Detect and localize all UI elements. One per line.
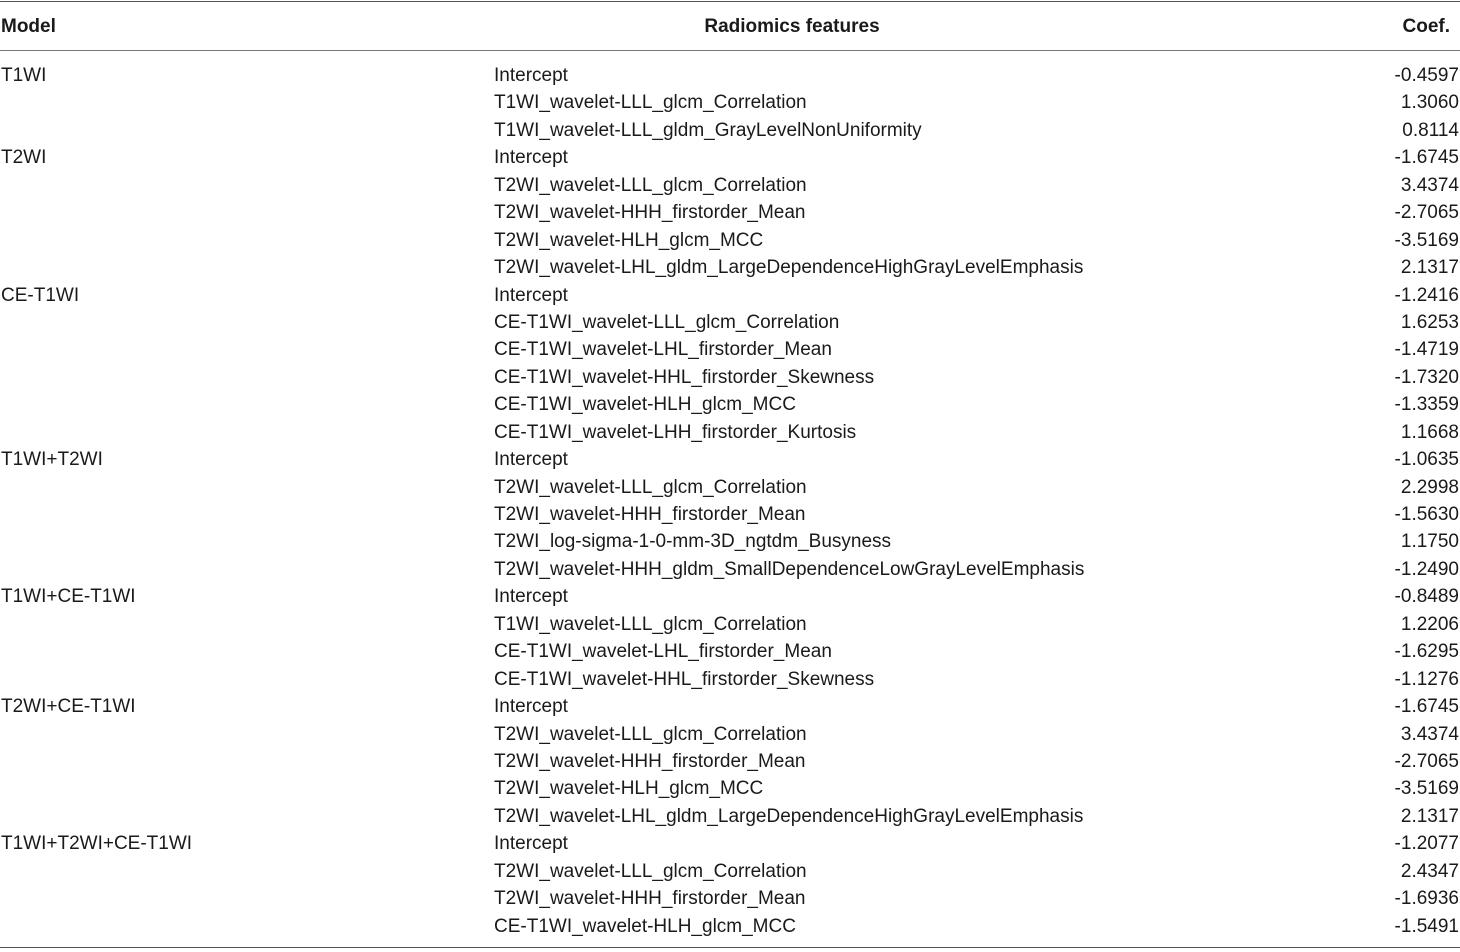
table-row	[0, 62, 1460, 89]
table-row	[0, 748, 1460, 775]
coef-cell: -3.5169	[1394, 229, 1459, 251]
feature-cell: Intercept	[494, 147, 568, 169]
header-coef: Coef.	[1402, 16, 1450, 37]
feature-cell: Intercept	[494, 696, 568, 718]
coef-cell: -1.3359	[1394, 394, 1459, 416]
coef-cell: 2.4347	[1400, 860, 1459, 882]
table-header-rule	[0, 50, 1460, 51]
table-row	[0, 721, 1460, 748]
model-cell: T1WI+CE-T1WI	[1, 586, 136, 608]
feature-cell: T2WI_log-sigma-1-0-mm-3D_ngtdm_Busyness	[494, 531, 892, 553]
table-row	[0, 583, 1460, 610]
feature-cell: T2WI_wavelet-HHH_gldm_SmallDependenceLowGrayLevelEmphasis	[494, 558, 1085, 580]
feature-cell: T2WI_wavelet-HHH_firstorder_Mean	[494, 504, 806, 525]
table-row	[0, 913, 1460, 940]
feature-cell: Intercept	[494, 586, 568, 608]
table-row	[0, 638, 1460, 665]
coef-cell: -0.8489	[1394, 586, 1459, 608]
feature-cell: T2WI_wavelet-LLL_glcm_Correlation	[494, 174, 807, 196]
table-row	[0, 117, 1460, 144]
table-row	[0, 693, 1460, 720]
table-row	[0, 336, 1460, 363]
coef-cell: -1.2077	[1394, 833, 1459, 855]
feature-cell: CE-T1WI_wavelet-LHL_firstorder_Mean	[494, 641, 832, 663]
table-bottom-rule	[0, 947, 1460, 948]
coef-cell: 3.4374	[1400, 174, 1459, 196]
coef-cell: -1.6745	[1394, 147, 1459, 169]
model-cell: T1WI+T2WI	[1, 449, 103, 471]
table-row	[0, 144, 1460, 171]
table-row	[0, 885, 1460, 912]
coef-cell: -1.6295	[1394, 641, 1459, 663]
feature-cell: CE-T1WI_wavelet-LHL_firstorder_Mean	[494, 339, 832, 361]
feature-cell: T2WI_wavelet-HHH_firstorder_Mean	[494, 750, 806, 772]
table-row	[0, 446, 1460, 473]
model-cell: T1WI+T2WI+CE-T1WI	[1, 833, 193, 855]
table-row	[0, 199, 1460, 226]
feature-cell: T2WI_wavelet-HLH_glcm_MCC	[494, 229, 764, 251]
coef-cell: -2.7065	[1394, 202, 1459, 224]
table-body	[0, 62, 1460, 940]
coef-cell: 2.1317	[1400, 257, 1459, 279]
feature-cell: Intercept	[494, 449, 568, 471]
coef-cell: -1.6936	[1394, 888, 1459, 910]
feature-cell: CE-T1WI_wavelet-HLH_glcm_MCC	[494, 915, 796, 937]
coef-cell: 3.4374	[1400, 723, 1459, 745]
feature-cell: T2WI_wavelet-HHH_firstorder_Mean	[494, 888, 806, 910]
model-cell: T2WI	[1, 147, 47, 169]
feature-cell: Intercept	[494, 833, 568, 855]
feature-cell: CE-T1WI_wavelet-HHL_firstorder_Skewness	[494, 668, 875, 690]
table-row	[0, 556, 1460, 583]
coef-cell: -1.5491	[1394, 915, 1459, 937]
coef-cell: -1.6745	[1394, 696, 1459, 718]
coef-cell: -1.1276	[1394, 668, 1459, 690]
table-row	[0, 364, 1460, 391]
coef-cell: 0.8114	[1402, 119, 1459, 141]
coef-cell: 1.1750	[1400, 531, 1459, 553]
feature-cell: T2WI_wavelet-HHH_firstorder_Mean	[494, 202, 806, 224]
table-row	[0, 227, 1460, 254]
header-model: Model	[1, 16, 56, 37]
coef-cell: -1.2490	[1394, 558, 1459, 580]
feature-cell: CE-T1WI_wavelet-LHH_firstorder_Kurtosis	[494, 421, 857, 443]
coef-cell: 1.3060	[1400, 92, 1459, 114]
feature-cell: Intercept	[494, 284, 568, 306]
feature-cell: CE-T1WI_wavelet-HHL_firstorder_Skewness	[494, 366, 875, 388]
table-header-row	[0, 0, 1460, 50]
table-row	[0, 528, 1460, 555]
table-row	[0, 501, 1460, 528]
table-row	[0, 282, 1460, 309]
coef-cell: 1.6253	[1400, 311, 1459, 333]
coef-cell: 1.2206	[1400, 613, 1459, 635]
coef-cell: 2.2998	[1400, 476, 1459, 498]
feature-cell: T2WI_wavelet-LLL_glcm_Correlation	[494, 860, 807, 882]
coef-cell: -1.5630	[1394, 504, 1459, 525]
coef-cell: 1.1668	[1400, 421, 1459, 443]
feature-cell: T2WI_wavelet-HLH_glcm_MCC	[494, 778, 764, 800]
table-row	[0, 858, 1460, 885]
coef-cell: -1.4719	[1394, 339, 1459, 361]
table-row	[0, 803, 1460, 830]
table-row	[0, 775, 1460, 802]
feature-cell: CE-T1WI_wavelet-LLL_glcm_Correlation	[494, 311, 840, 333]
coef-cell: -1.2416	[1394, 284, 1459, 306]
feature-cell: T2WI_wavelet-LLL_glcm_Correlation	[494, 723, 807, 745]
coef-cell: -1.0635	[1394, 449, 1459, 471]
feature-cell: T1WI_wavelet-LLL_glcm_Correlation	[494, 92, 807, 114]
feature-cell: T2WI_wavelet-LLL_glcm_Correlation	[494, 476, 807, 498]
model-cell: T1WI	[1, 65, 47, 86]
table-row	[0, 666, 1460, 693]
feature-cell: T1WI_wavelet-LLL_glcm_Correlation	[494, 613, 807, 635]
feature-cell: T1WI_wavelet-LLL_gldm_GrayLevelNonUniformity	[494, 119, 922, 141]
feature-cell: CE-T1WI_wavelet-HLH_glcm_MCC	[494, 394, 796, 416]
table-row	[0, 474, 1460, 501]
table-row	[0, 254, 1460, 281]
model-cell: T2WI+CE-T1WI	[1, 696, 136, 718]
table-row	[0, 611, 1460, 638]
table-row	[0, 89, 1460, 116]
table-row	[0, 419, 1460, 446]
table-row	[0, 391, 1460, 418]
feature-cell: Intercept	[494, 65, 568, 86]
model-cell: CE-T1WI	[1, 284, 80, 306]
table-row	[0, 830, 1460, 857]
feature-cell: T2WI_wavelet-LHL_gldm_LargeDependenceHighGrayLevelEmphasis	[494, 257, 1084, 279]
table-row	[0, 172, 1460, 199]
table-row	[0, 309, 1460, 336]
coef-cell: 2.1317	[1400, 805, 1459, 827]
coef-cell: -1.7320	[1394, 366, 1459, 388]
coef-cell: -2.7065	[1394, 750, 1459, 772]
header-radiomics-features: Radiomics features	[704, 16, 880, 37]
feature-cell: T2WI_wavelet-LHL_gldm_LargeDependenceHighGrayLevelEmphasis	[494, 805, 1084, 827]
coef-cell: -0.4597	[1394, 65, 1459, 86]
coef-cell: -3.5169	[1394, 778, 1459, 800]
